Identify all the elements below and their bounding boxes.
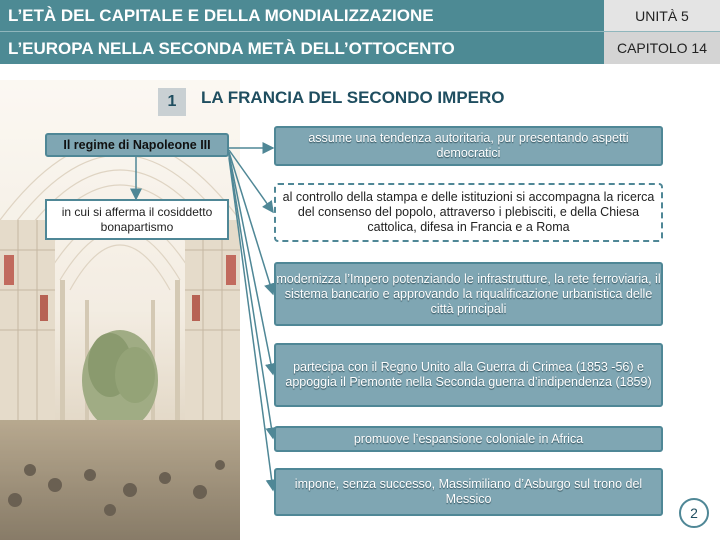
main-concept-text: Il regime di Napoleone III — [63, 137, 211, 152]
description-box-3 — [274, 262, 663, 326]
description-box-5 — [274, 426, 663, 452]
description-box-1 — [274, 126, 663, 166]
sub-concept-box — [45, 199, 229, 240]
arrow-to-item-3 — [229, 152, 273, 294]
description-text-2: al controllo della stampa e delle istituzioni si accompagna la ricerca del consenso del popolo, attraverso i plebisciti, e della Chiesa cattolica, difesa in Francia e a Roma — [282, 190, 655, 234]
description-text-1: assume una tendenza autoritaria, pur presentando aspetti democratici — [308, 131, 629, 160]
description-text-6: impone, senza successo, Massimiliano d’Asburgo sul trono del Messico — [294, 477, 643, 506]
description-text-5: promuove l’espansione coloniale in Africa — [353, 431, 584, 446]
unit-title: L’ETÀ DEL CAPITALE E DELLA MONDIALIZZAZIONE — [8, 6, 434, 25]
section-title: LA FRANCIA DEL SECONDO IMPERO — [201, 88, 505, 107]
description-text-4: partecipa con il Regno Unito alla Guerra di Crimea (1853 -56) e appoggia il Piemonte nella Seconda guerra d’indipendenza (1859) — [285, 360, 652, 389]
description-box-6 — [274, 468, 663, 516]
description-text-3: modernizza l’Impero potenziando le infrastrutture, la rete ferroviaria, il sistema bancario e approvando la riqualificazione urbanistica delle città principali — [276, 271, 661, 316]
section-number: 1 — [158, 88, 186, 116]
description-box-4 — [274, 343, 663, 407]
arrow-to-item-4 — [229, 154, 273, 374]
sub-concept-text: in cui si afferma il cosiddetto bonapartismo — [61, 204, 213, 234]
main-concept-box — [45, 133, 229, 157]
description-box-2 — [274, 183, 663, 242]
page-number: 2 — [679, 498, 709, 528]
arrow-to-item-6 — [229, 158, 273, 490]
chapter-title: L’EUROPA NELLA SECONDA METÀ DELL’OTTOCENTO — [8, 39, 455, 58]
unit-label: UNITÀ 5 — [604, 0, 720, 31]
chapter-label: CAPITOLO 14 — [604, 32, 720, 64]
arrow-to-item-5 — [229, 156, 273, 438]
